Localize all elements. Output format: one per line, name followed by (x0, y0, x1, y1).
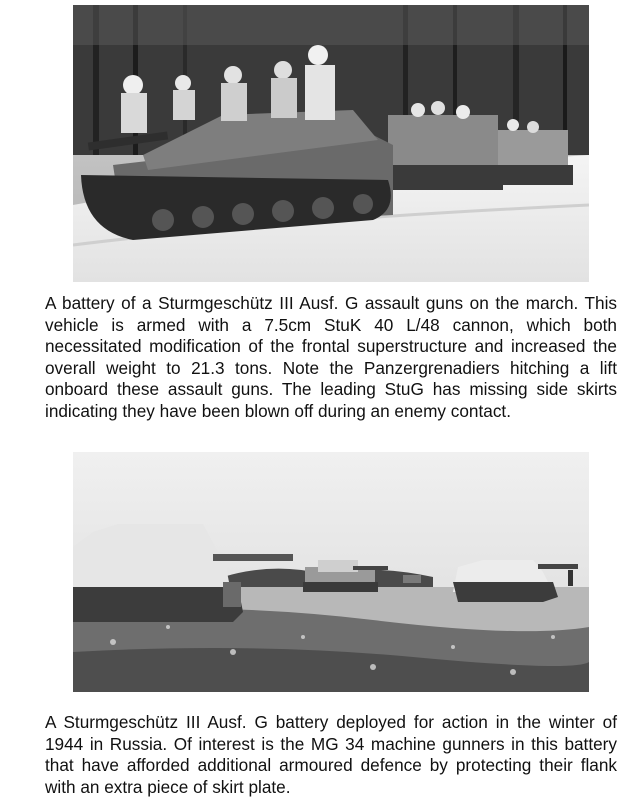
stug-march-illustration (73, 5, 589, 282)
stug-march-photo (73, 5, 589, 282)
photo-caption-2: A Sturmgeschütz III Ausf. G battery deployed for action in the winter of 1944 in Russia. Of interest is the MG 34 machine gunners in this battery that have afforded additional armoured defence by protecting their flank with an extra piece of skirt plate. (45, 712, 617, 797)
soldier-figure (568, 570, 573, 586)
stug-battery-winter-photo (73, 452, 589, 692)
stug-battery-illustration (73, 452, 589, 692)
distant-vehicle (403, 575, 421, 583)
photo-caption-1: A battery of a Sturmgeschütz III Ausf. G assault guns on the march. This vehicle is armed with a 7.5cm StuK 40 L/48 cannon, which both necessitated modification of the frontal superstructure and increased the overall weight to 21.3 tons. Note the Panzergrenadiers hitching a lift onboard these assault guns. The leading StuG has missing side skirts indicating they have been blown off during an enemy contact. (45, 293, 617, 421)
